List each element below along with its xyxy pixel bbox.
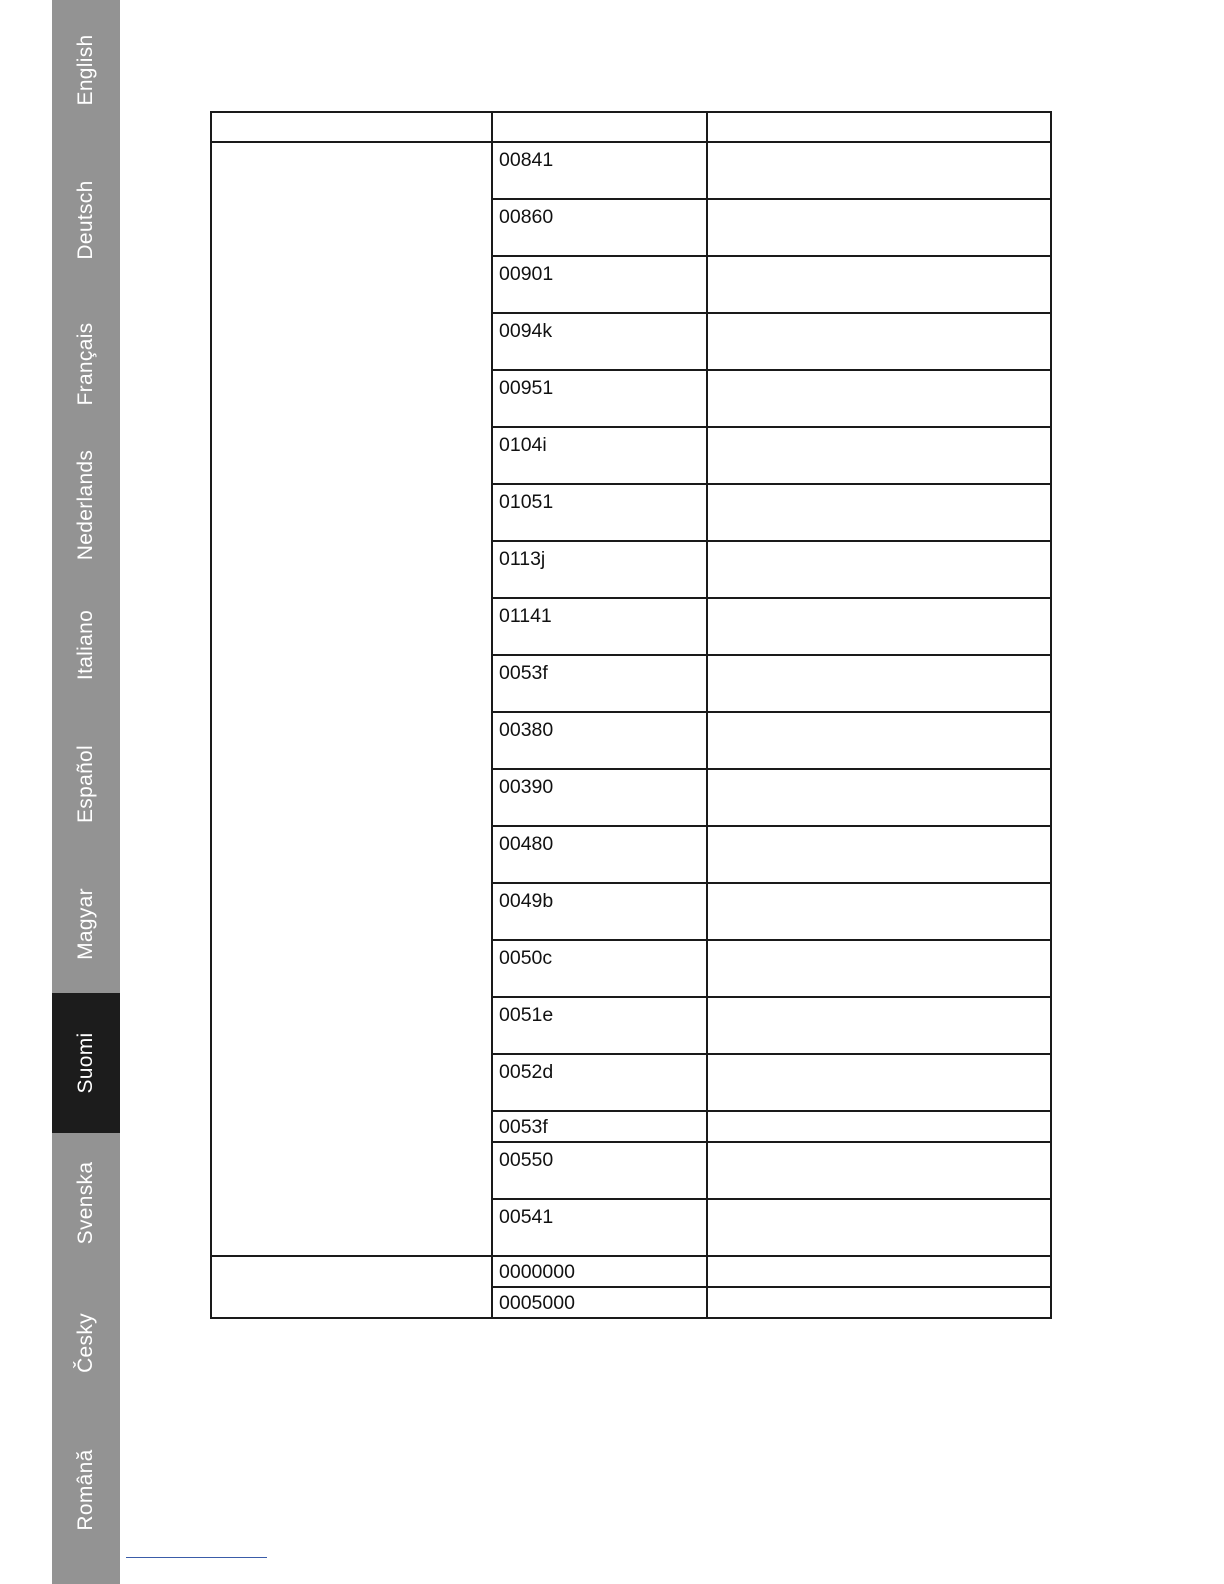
code-cell	[492, 313, 707, 370]
code-value: 00951	[499, 377, 554, 399]
desc-cell	[707, 199, 1051, 256]
tab-francais[interactable]	[52, 294, 120, 434]
tab-english[interactable]	[52, 0, 120, 140]
desc-cell	[707, 1256, 1051, 1287]
tab-cesky[interactable]	[52, 1273, 120, 1413]
code-cell	[492, 1054, 707, 1111]
code-cell	[492, 256, 707, 313]
code-cell	[492, 199, 707, 256]
code-value: 00380	[499, 719, 554, 741]
tab-label: Nederlands	[74, 449, 97, 561]
desc-cell	[707, 826, 1051, 883]
code-value: 00480	[499, 833, 554, 855]
code-value: 0005000	[499, 1292, 575, 1314]
desc-cell	[707, 655, 1051, 712]
tab-svenska[interactable]	[52, 1133, 120, 1273]
desc-cell	[707, 427, 1051, 484]
desc-cell	[707, 370, 1051, 427]
desc-cell	[707, 142, 1051, 199]
desc-cell	[707, 769, 1051, 826]
tab-label: Italiano	[74, 609, 97, 681]
code-cell	[492, 541, 707, 598]
code-value: 00390	[499, 776, 554, 798]
desc-cell	[707, 484, 1051, 541]
code-table	[210, 111, 1052, 1319]
code-cell	[492, 712, 707, 769]
desc-cell	[707, 598, 1051, 655]
footer-rule	[126, 1557, 267, 1558]
desc-cell	[707, 997, 1051, 1054]
table-row	[211, 142, 1051, 199]
code-value: 0104i	[499, 434, 547, 456]
desc-cell	[707, 1199, 1051, 1256]
code-cell	[492, 1111, 707, 1142]
tab-label: Svenska	[74, 1161, 97, 1245]
tab-espanol[interactable]	[52, 714, 120, 854]
tab-suomi[interactable]	[52, 993, 120, 1133]
tab-nederlands[interactable]	[52, 435, 120, 575]
code-cell	[492, 826, 707, 883]
code-cell	[492, 598, 707, 655]
code-value: 0051e	[499, 1004, 554, 1026]
tab-label: Deutsch	[74, 180, 97, 260]
code-cell	[492, 370, 707, 427]
desc-cell	[707, 1054, 1051, 1111]
group-label-cell	[211, 142, 492, 1256]
tab-italiano[interactable]	[52, 575, 120, 715]
desc-cell	[707, 313, 1051, 370]
code-value: 0000000	[499, 1261, 575, 1283]
code-value: 0050c	[499, 947, 553, 969]
desc-cell	[707, 1287, 1051, 1318]
table-row	[211, 1256, 1051, 1287]
code-cell	[492, 142, 707, 199]
desc-cell	[707, 256, 1051, 313]
tab-label: English	[74, 34, 97, 106]
code-value: 0053f	[499, 662, 548, 684]
desc-cell	[707, 883, 1051, 940]
code-value: 01051	[499, 491, 554, 513]
header-cell	[707, 112, 1051, 142]
code-cell	[492, 997, 707, 1054]
code-value: 00550	[499, 1149, 554, 1171]
code-value: 0113j	[499, 548, 546, 570]
desc-cell	[707, 940, 1051, 997]
code-cell	[492, 484, 707, 541]
tab-label: Česky	[74, 1313, 97, 1373]
code-cell	[492, 769, 707, 826]
tab-label: Español	[74, 745, 97, 823]
code-cell	[492, 427, 707, 484]
tab-label: Magyar	[74, 888, 97, 960]
code-value: 00841	[499, 149, 554, 171]
language-sidebar	[52, 0, 120, 1584]
code-cell	[492, 1256, 707, 1287]
code-value: 0053f	[499, 1116, 548, 1138]
desc-cell	[707, 712, 1051, 769]
code-value: 00860	[499, 206, 554, 228]
code-cell	[492, 883, 707, 940]
tab-label: Română	[74, 1449, 97, 1531]
desc-cell	[707, 1111, 1051, 1142]
code-value: 0094k	[499, 320, 553, 342]
code-cell	[492, 655, 707, 712]
code-value: 0049b	[499, 890, 554, 912]
tab-romana[interactable]	[52, 1420, 120, 1560]
code-value: 01141	[499, 605, 552, 627]
header-cell	[211, 112, 492, 142]
code-cell	[492, 1142, 707, 1199]
desc-cell	[707, 541, 1051, 598]
tab-label: Français	[74, 322, 97, 406]
header-cell	[492, 112, 707, 142]
tab-magyar[interactable]	[52, 854, 120, 994]
code-value: 00901	[499, 263, 554, 285]
group-label-cell	[211, 1256, 492, 1318]
tab-deutsch[interactable]	[52, 150, 120, 290]
desc-cell	[707, 1142, 1051, 1199]
tab-label: Suomi	[74, 1032, 97, 1094]
code-cell	[492, 940, 707, 997]
code-value: 00541	[499, 1206, 554, 1228]
code-value: 0052d	[499, 1061, 554, 1083]
code-cell	[492, 1199, 707, 1256]
code-cell	[492, 1287, 707, 1318]
table-header-row	[211, 112, 1051, 142]
